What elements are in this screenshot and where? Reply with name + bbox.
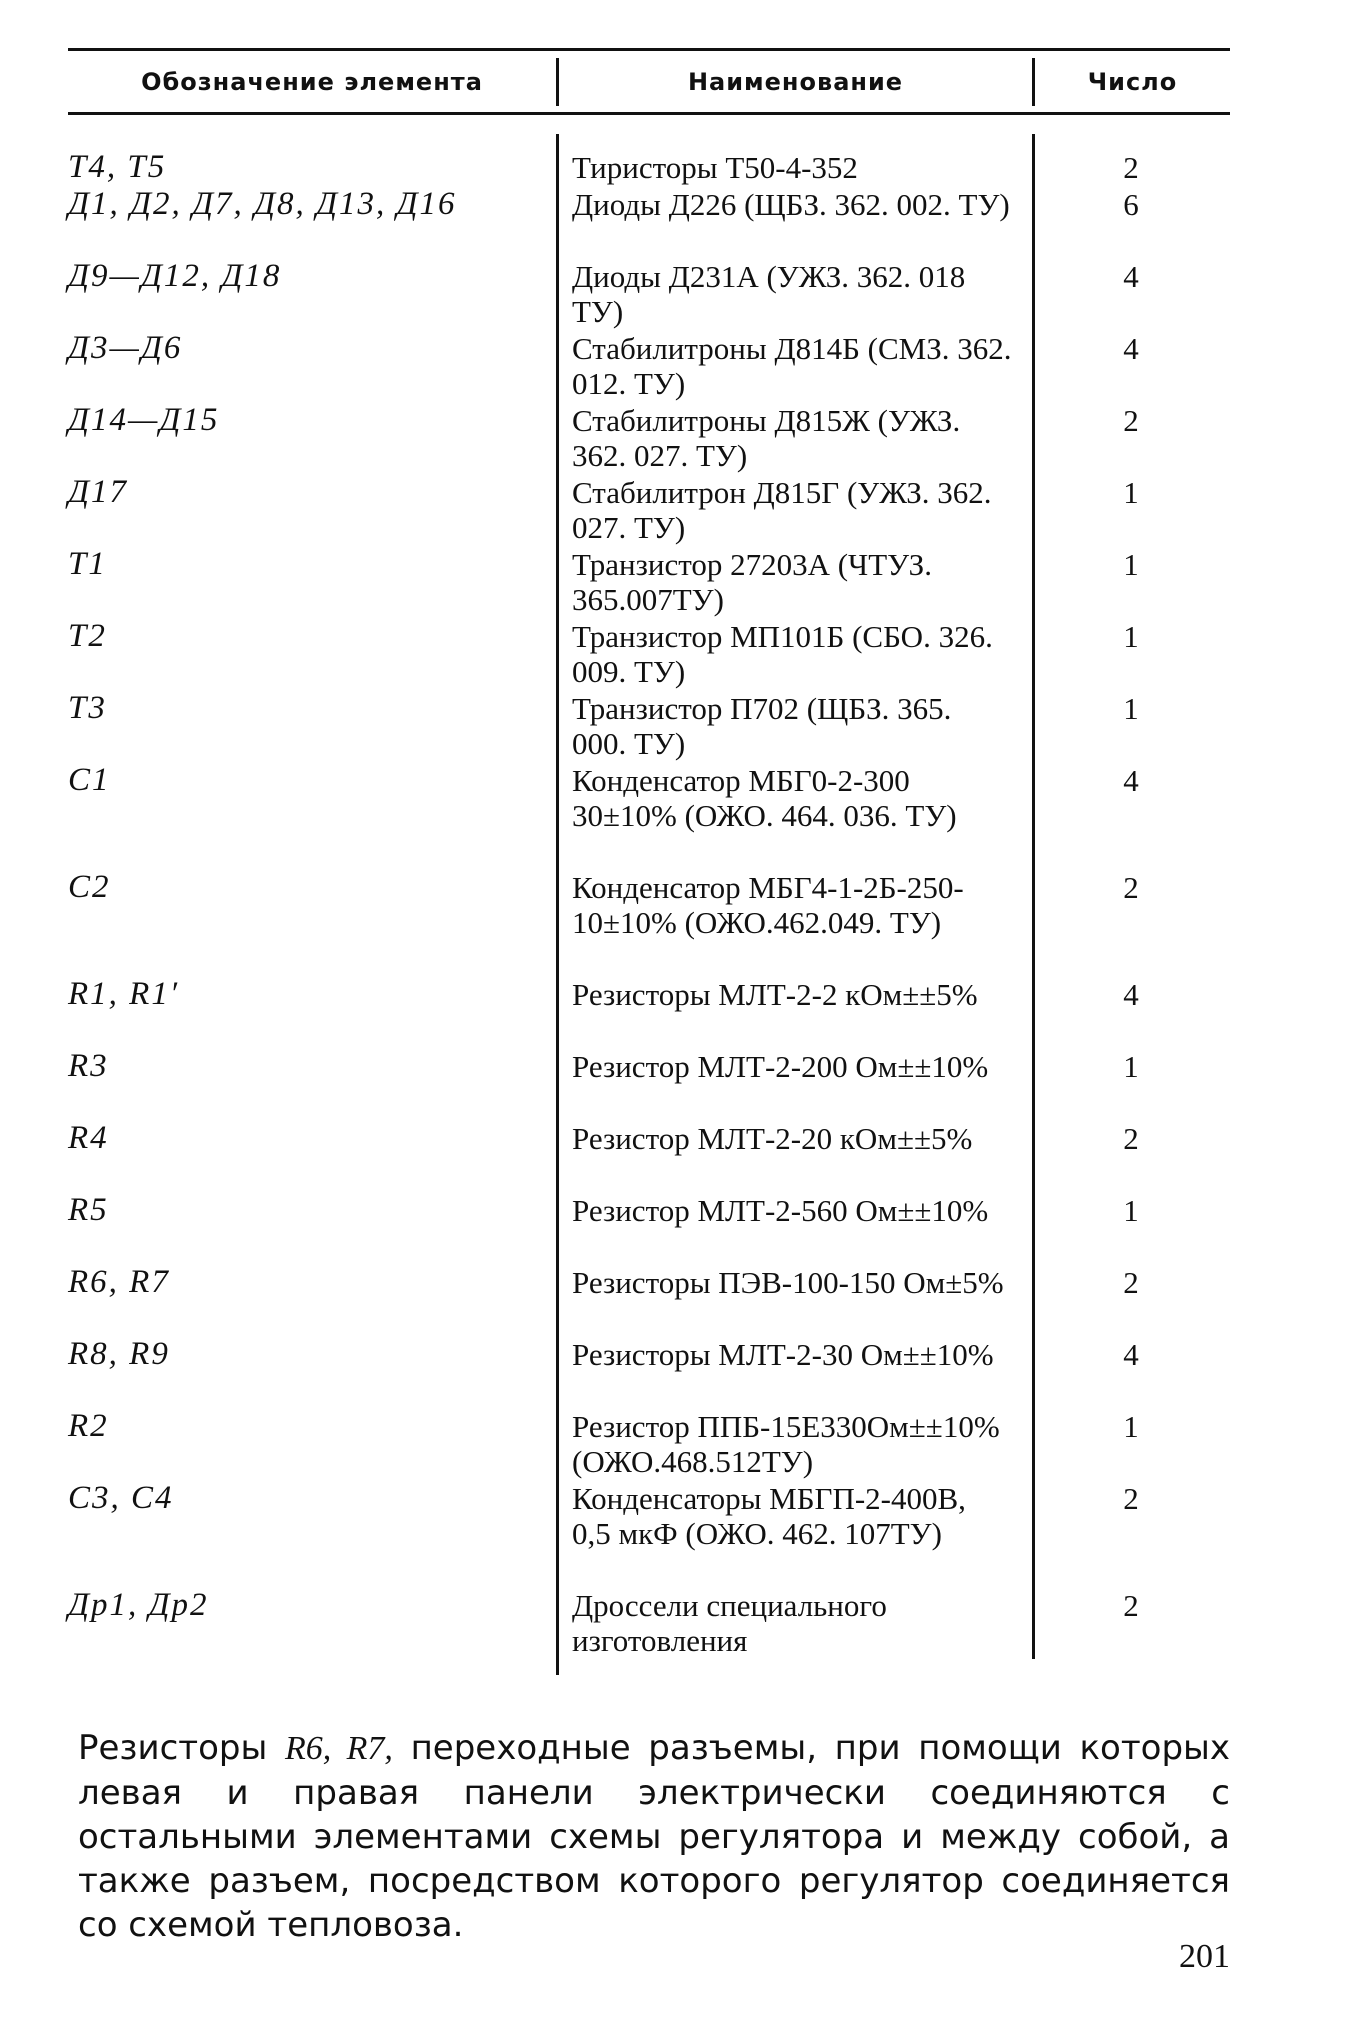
row-name: Резисторы МЛТ-2-2 кОм±±5%: [572, 977, 978, 1012]
table-row: [68, 870, 1230, 977]
table-row: [68, 977, 1230, 1049]
row-designation: С1: [68, 762, 111, 798]
row-designation: С2: [68, 869, 111, 905]
table-row: [68, 1193, 1230, 1265]
table-row: [68, 1409, 1230, 1481]
row-designation: Т2: [68, 618, 107, 654]
row-count: 4: [1123, 259, 1139, 294]
table-row: [68, 331, 1230, 403]
row-name: Резистор ППБ-15Е330Ом±±10% (ОЖО.468.512ТУ): [572, 1409, 1000, 1479]
table-row: [68, 1049, 1230, 1121]
row-designation: Д3—Д6: [68, 330, 183, 366]
row-designation: Т3: [68, 690, 107, 726]
table-row: [68, 403, 1230, 475]
row-designation: Д9—Д12, Д18: [68, 258, 282, 294]
row-count: 4: [1123, 331, 1139, 366]
table-body: [68, 150, 1230, 1660]
row-designation: R8, R9: [68, 1336, 170, 1372]
table-row: [68, 1265, 1230, 1337]
row-name: Стабилитроны Д814Б (СМЗ. 362. 012. ТУ): [572, 331, 1012, 401]
row-designation: R1, R1′: [68, 976, 180, 1012]
row-name: Транзистор МП101Б (СБО. 326. 009. ТУ): [572, 619, 993, 689]
row-name: Дроссели специального изготовления: [572, 1588, 887, 1658]
row-designation: R3: [68, 1048, 109, 1084]
row-name: Диоды Д226 (ЩБЗ. 362. 002. ТУ): [572, 187, 1010, 222]
row-name: Резисторы ПЭВ-100-150 Ом±5%: [572, 1265, 1004, 1300]
row-name: Резистор МЛТ-2-20 кОм±±5%: [572, 1121, 973, 1156]
table-row: [68, 475, 1230, 547]
row-designation: Д14—Д15: [68, 402, 220, 438]
table-row: [68, 1337, 1230, 1409]
row-count: 2: [1123, 1121, 1139, 1156]
row-name: Стабилитрон Д815Г (УЖЗ. 362. 027. ТУ): [572, 475, 992, 545]
row-designation: Т1: [68, 546, 107, 582]
header-name: Наименование: [687, 68, 904, 96]
table-header-rule: [68, 112, 1230, 115]
row-count: 2: [1123, 1481, 1139, 1516]
paragraph-lead: Резисторы: [78, 1728, 268, 1768]
row-designation: Т4, Т5: [68, 149, 167, 185]
row-designation: R5: [68, 1192, 109, 1228]
table-row: [68, 691, 1230, 763]
row-name: Конденсаторы МБГП-2-400В, 0,5 мкФ (ОЖО. 462. 107ТУ): [572, 1481, 966, 1551]
row-count: 1: [1123, 691, 1139, 726]
table-row: [68, 259, 1230, 331]
row-count: 2: [1123, 870, 1139, 905]
paragraph-rest: переходные разъемы, при помощи которых левая и правая панели электрически соединяются с остальными элементами схемы регулятора и между собой, а также разъем, посредством которого регулятор соединяется со схемой тепловоза.: [78, 1728, 1231, 1945]
row-name: Резистор МЛТ-2-200 Ом±±10%: [572, 1049, 989, 1084]
row-designation: С3, С4: [68, 1480, 174, 1516]
row-count: 6: [1123, 187, 1139, 222]
table-row: [68, 763, 1230, 870]
table-row: [68, 619, 1230, 691]
row-name: Тиристоры Т50-4-352: [572, 150, 858, 185]
row-name: Конденсатор МБГ4-1-2Б-250-10±10% (ОЖО.462.049. ТУ): [572, 870, 964, 940]
row-name: Стабилитроны Д815Ж (УЖЗ. 362. 027. ТУ): [572, 403, 961, 473]
row-count: 4: [1123, 763, 1139, 798]
row-designation: R4: [68, 1120, 109, 1156]
row-name: Транзистор 27203А (ЧТУЗ. 365.007ТУ): [572, 547, 932, 617]
table-row: [68, 187, 1230, 259]
row-count: 1: [1123, 475, 1139, 510]
row-name: Диоды Д231А (УЖЗ. 362. 018 ТУ): [572, 259, 966, 329]
row-designation: Д1, Д2, Д7, Д8, Д13, Д16: [68, 186, 457, 222]
row-name: Транзистор П702 (ЩБЗ. 365. 000. ТУ): [572, 691, 952, 761]
row-count: 2: [1123, 1588, 1139, 1623]
row-designation: R2: [68, 1408, 109, 1444]
row-count: 4: [1123, 1337, 1139, 1372]
table-row: [68, 1588, 1230, 1660]
paragraph-refs: R6, R7,: [285, 1730, 393, 1767]
row-count: 1: [1123, 619, 1139, 654]
row-count: 1: [1123, 547, 1139, 582]
row-count: 1: [1123, 1409, 1139, 1444]
row-designation: Др1, Др2: [68, 1587, 209, 1623]
row-name: Резистор МЛТ-2-560 Ом±±10%: [572, 1193, 989, 1228]
page-number: 201: [1179, 1938, 1230, 1975]
row-designation: Д17: [68, 474, 128, 510]
table-row: [68, 1121, 1230, 1193]
row-name: Резисторы МЛТ-2-30 Ом±±10%: [572, 1337, 994, 1372]
header-count: Число: [1087, 68, 1178, 96]
table-row: [68, 547, 1230, 619]
row-count: 4: [1123, 977, 1139, 1012]
row-count: 1: [1123, 1193, 1139, 1228]
row-count: 2: [1123, 1265, 1139, 1300]
row-count: 2: [1123, 150, 1139, 185]
table-row: [68, 1481, 1230, 1588]
row-count: 2: [1123, 403, 1139, 438]
row-designation: R6, R7: [68, 1264, 170, 1300]
body-paragraph: [78, 1726, 1230, 1947]
header-designation: Обозначение элемента: [141, 68, 483, 96]
table-row: [68, 150, 1230, 187]
row-count: 1: [1123, 1049, 1139, 1084]
table-top-rule: [68, 48, 1230, 51]
row-name: Конденсатор МБГ0-2-300 30±10% (ОЖО. 464. 036. ТУ): [572, 763, 957, 833]
